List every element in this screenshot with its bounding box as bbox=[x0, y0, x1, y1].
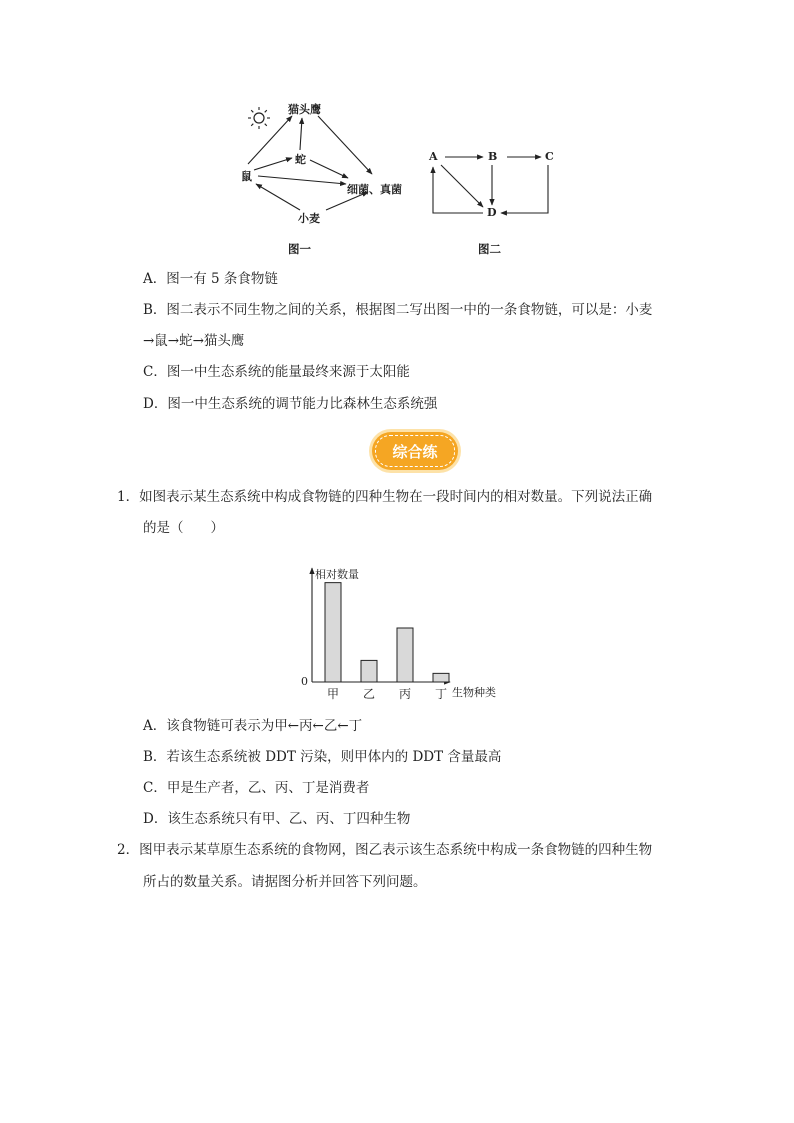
prev-option-c bbox=[143, 362, 410, 382]
q1-option-a bbox=[143, 716, 362, 736]
option-text: 该生态系统只有甲、乙、丙、丁四种生物 bbox=[167, 811, 411, 827]
node-a: A bbox=[429, 150, 438, 163]
q1-option-d bbox=[143, 809, 410, 829]
option-label: A． bbox=[143, 271, 167, 287]
option-label: C． bbox=[143, 364, 167, 380]
option-text: 甲是生产者，乙、丙、丁是消费者 bbox=[166, 780, 370, 796]
q2-number: 2． bbox=[117, 842, 140, 858]
section-badge bbox=[372, 432, 458, 470]
option-text: 图一中生态系统的能量最终来源于太阳能 bbox=[166, 364, 410, 380]
option-label: B． bbox=[143, 749, 167, 765]
bar-3 bbox=[433, 673, 449, 682]
bar-1 bbox=[361, 660, 377, 682]
prev-option-d bbox=[143, 394, 437, 414]
node-b: B bbox=[488, 150, 498, 163]
prev-option-a bbox=[143, 269, 278, 289]
arrow-mouse-snake bbox=[254, 158, 292, 170]
q2-stem-text: 图甲表示某草原生态系统的食物网，图乙表示该生态系统中构成一条食物链的四种生物 bbox=[139, 842, 653, 858]
node-d: D bbox=[487, 206, 497, 219]
arrow-a-d bbox=[441, 165, 483, 207]
arrow-c-d bbox=[501, 165, 548, 213]
arrow-mouse-fungi bbox=[258, 176, 346, 184]
option-label: A． bbox=[143, 718, 167, 734]
q1-stem-line-2: 的是（ ） bbox=[143, 520, 224, 536]
option-text: 图一有 5 条食物链 bbox=[166, 271, 278, 287]
arrow-snake-owl bbox=[300, 118, 302, 150]
category-label-2: 丙 bbox=[399, 687, 412, 701]
figure-2-caption: 图二 bbox=[478, 242, 501, 256]
node-fungi: 细菌、真菌 bbox=[347, 183, 402, 196]
category-label-3: 丁 bbox=[435, 687, 448, 701]
arrow-d-a bbox=[433, 167, 483, 213]
q1-stem-text: 如图表示某生态系统中构成食物链的四种生物在一段时间内的相对数量。下列说法正确 bbox=[139, 489, 653, 505]
arrow-owl-fungi bbox=[318, 116, 372, 174]
q2-stem-line-1 bbox=[117, 840, 652, 860]
node-c: C bbox=[545, 150, 554, 163]
section-badge-label: 综合练 bbox=[375, 435, 455, 467]
option-text: 该食物链可表示为甲←丙←乙←丁 bbox=[166, 718, 363, 734]
chart-origin-label: 0 bbox=[301, 675, 308, 688]
arrow-wheat-mouse bbox=[256, 184, 300, 210]
bar-0 bbox=[325, 583, 341, 682]
q1-stem-line-1 bbox=[117, 487, 652, 507]
option-label: C． bbox=[143, 780, 167, 796]
option-label: D． bbox=[143, 811, 168, 827]
chart-y-label: 相对数量 bbox=[315, 568, 359, 581]
q2-stem-line-2: 所占的数量关系。请据图分析并回答下列问题。 bbox=[143, 874, 427, 890]
figure-1-food-web bbox=[236, 96, 416, 236]
category-label-1: 乙 bbox=[363, 687, 376, 701]
option-label: D． bbox=[143, 396, 168, 412]
q1-option-c bbox=[143, 778, 369, 798]
chart-x-label: 生物种类 bbox=[452, 686, 496, 699]
prev-option-b-continuation: →鼠→蛇→猫头鹰 bbox=[143, 333, 245, 349]
arrow-mouse-owl bbox=[248, 116, 292, 164]
sun-icon bbox=[248, 107, 270, 129]
q1-option-b bbox=[143, 747, 501, 767]
node-mouse: 鼠 bbox=[241, 170, 252, 183]
bar-2 bbox=[397, 628, 413, 682]
node-wheat: 小麦 bbox=[298, 212, 320, 225]
option-text: 图一中生态系统的调节能力比森林生态系统强 bbox=[167, 396, 438, 412]
option-text: 若该生态系统被 DDT 污染，则甲体内的 DDT 含量最高 bbox=[166, 749, 502, 765]
arrow-snake-fungi bbox=[310, 160, 348, 178]
prev-option-b bbox=[143, 300, 652, 320]
option-label: B． bbox=[143, 302, 167, 318]
q1-number: 1． bbox=[117, 489, 140, 505]
category-label-0: 甲 bbox=[327, 687, 340, 701]
figure-1-caption: 图一 bbox=[288, 242, 311, 256]
node-owl: 猫头鹰 bbox=[288, 103, 321, 116]
option-text: 图二表示不同生物之间的关系，根据图二写出图一中的一条食物链，可以是：小麦 bbox=[166, 302, 653, 318]
node-snake: 蛇 bbox=[295, 153, 306, 166]
